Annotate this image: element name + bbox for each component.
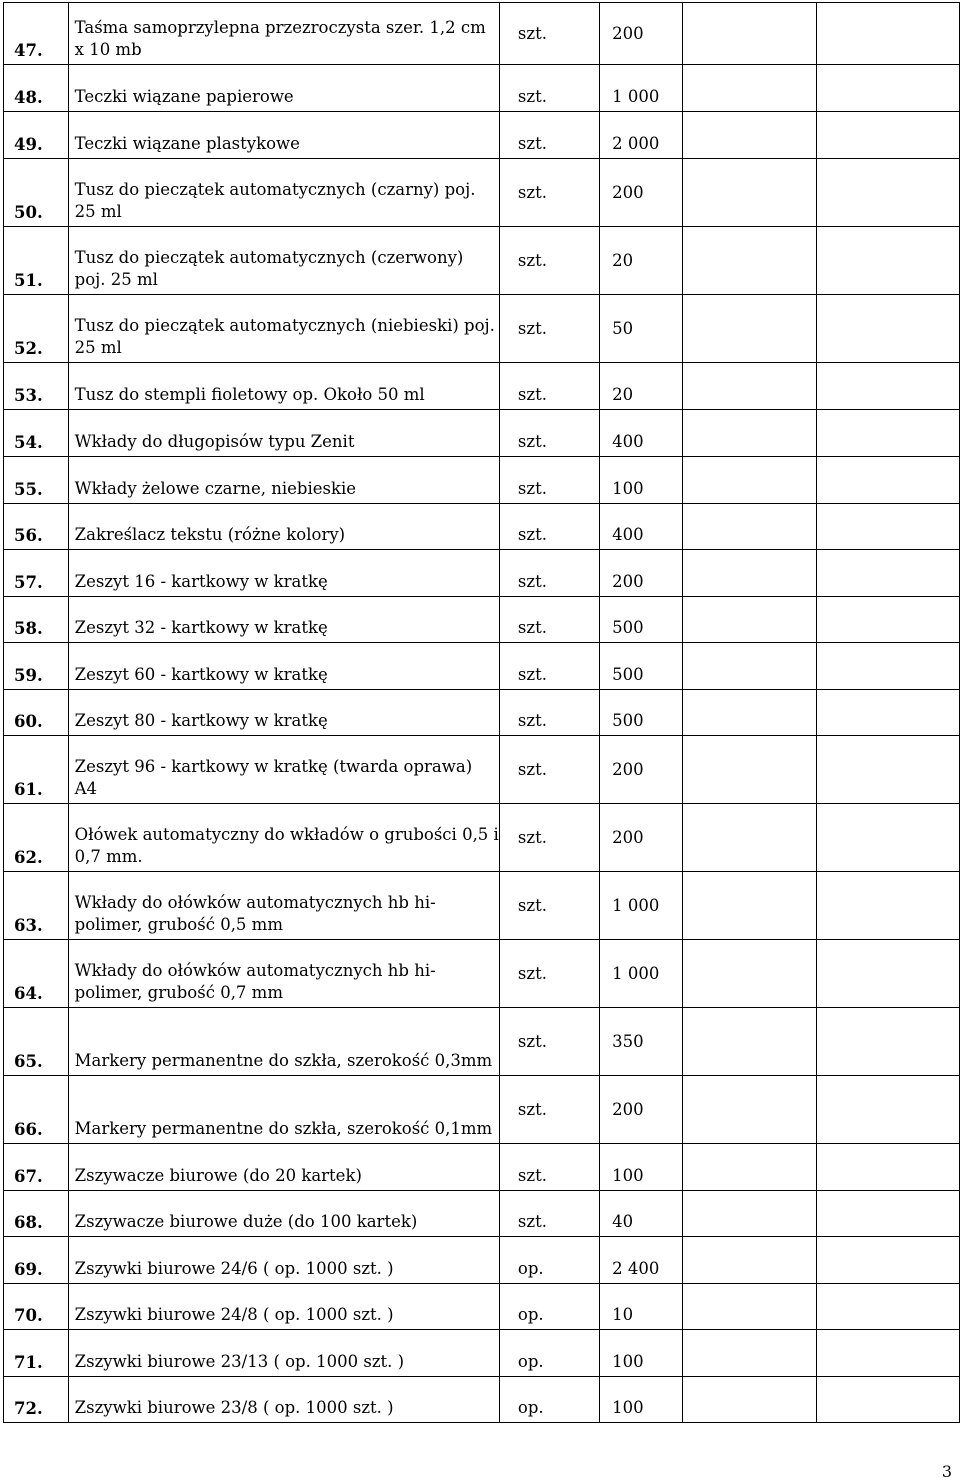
empty-cell-value bbox=[816, 65, 959, 112]
item-name: Zeszyt 60 - kartkowy w kratkę bbox=[68, 643, 499, 690]
empty-cell-price bbox=[682, 112, 816, 159]
item-unit: szt. bbox=[499, 112, 599, 159]
empty-cell-value bbox=[816, 504, 959, 550]
item-quantity: 500 bbox=[600, 597, 683, 643]
item-name: Markery permanentne do szkła, szerokość 0,3mm bbox=[68, 1008, 499, 1076]
item-number: 54. bbox=[4, 410, 69, 457]
item-number: 61. bbox=[4, 736, 69, 804]
item-name: Zakreślacz tekstu (różne kolory) bbox=[68, 504, 499, 550]
empty-cell-price bbox=[682, 65, 816, 112]
table-row bbox=[4, 504, 960, 550]
empty-cell-value bbox=[816, 597, 959, 643]
item-unit: szt. bbox=[499, 159, 599, 227]
empty-cell-price bbox=[682, 804, 816, 872]
empty-cell-value bbox=[816, 1008, 959, 1076]
item-quantity: 100 bbox=[600, 1330, 683, 1377]
table-row bbox=[4, 804, 960, 872]
table-row bbox=[4, 597, 960, 643]
item-name: Wkłady żelowe czarne, niebieskie bbox=[68, 457, 499, 504]
item-number: 48. bbox=[4, 65, 69, 112]
item-unit: szt. bbox=[499, 504, 599, 550]
item-quantity: 2 000 bbox=[600, 112, 683, 159]
item-quantity: 200 bbox=[600, 550, 683, 597]
item-unit: szt. bbox=[499, 804, 599, 872]
table-row bbox=[4, 159, 960, 227]
empty-cell-value bbox=[816, 643, 959, 690]
item-quantity: 1 000 bbox=[600, 65, 683, 112]
table-row bbox=[4, 1076, 960, 1144]
table-row bbox=[4, 1377, 960, 1423]
empty-cell-price bbox=[682, 736, 816, 804]
item-unit: szt. bbox=[499, 736, 599, 804]
item-quantity: 100 bbox=[600, 457, 683, 504]
empty-cell-price bbox=[682, 227, 816, 295]
empty-cell-value bbox=[816, 159, 959, 227]
item-unit: szt. bbox=[499, 65, 599, 112]
item-number: 60. bbox=[4, 690, 69, 736]
page-number: 3 bbox=[941, 1462, 952, 1481]
item-unit: op. bbox=[499, 1377, 599, 1423]
item-unit: szt. bbox=[499, 643, 599, 690]
item-number: 59. bbox=[4, 643, 69, 690]
item-quantity: 400 bbox=[600, 410, 683, 457]
item-number: 55. bbox=[4, 457, 69, 504]
empty-cell-value bbox=[816, 1237, 959, 1284]
empty-cell-price bbox=[682, 940, 816, 1008]
empty-cell-price bbox=[682, 597, 816, 643]
table-row bbox=[4, 643, 960, 690]
empty-cell-price bbox=[682, 504, 816, 550]
table-row bbox=[4, 736, 960, 804]
item-unit: op. bbox=[499, 1237, 599, 1284]
item-quantity: 1 000 bbox=[600, 940, 683, 1008]
items-table bbox=[3, 2, 960, 1423]
empty-cell-price bbox=[682, 457, 816, 504]
item-number: 70. bbox=[4, 1284, 69, 1330]
item-number: 49. bbox=[4, 112, 69, 159]
empty-cell-value bbox=[816, 1076, 959, 1144]
item-name: Zszywki biurowe 24/6 ( op. 1000 szt. ) bbox=[68, 1237, 499, 1284]
table-row bbox=[4, 1284, 960, 1330]
empty-cell-value bbox=[816, 1284, 959, 1330]
item-number: 69. bbox=[4, 1237, 69, 1284]
item-quantity: 50 bbox=[600, 295, 683, 363]
item-number: 66. bbox=[4, 1076, 69, 1144]
empty-cell-price bbox=[682, 410, 816, 457]
table-row bbox=[4, 457, 960, 504]
item-name: Ołówek automatyczny do wkładów o grubości 0,5 i 0,7 mm. bbox=[68, 804, 499, 872]
empty-cell-value bbox=[816, 550, 959, 597]
empty-cell-price bbox=[682, 872, 816, 940]
empty-cell-value bbox=[816, 457, 959, 504]
item-unit: szt. bbox=[499, 1191, 599, 1237]
empty-cell-value bbox=[816, 804, 959, 872]
item-number: 67. bbox=[4, 1144, 69, 1191]
empty-cell-value bbox=[816, 940, 959, 1008]
table-row bbox=[4, 872, 960, 940]
item-name: Zeszyt 80 - kartkowy w kratkę bbox=[68, 690, 499, 736]
table-row bbox=[4, 3, 960, 65]
empty-cell-price bbox=[682, 363, 816, 410]
item-quantity: 20 bbox=[600, 227, 683, 295]
item-unit: szt. bbox=[499, 597, 599, 643]
item-quantity: 200 bbox=[600, 159, 683, 227]
item-unit: op. bbox=[499, 1284, 599, 1330]
item-unit: szt. bbox=[499, 872, 599, 940]
item-unit: szt. bbox=[499, 363, 599, 410]
item-unit: szt. bbox=[499, 227, 599, 295]
item-unit: szt. bbox=[499, 410, 599, 457]
item-number: 63. bbox=[4, 872, 69, 940]
empty-cell-price bbox=[682, 1008, 816, 1076]
item-number: 62. bbox=[4, 804, 69, 872]
items-table-body bbox=[4, 3, 960, 1423]
empty-cell-value bbox=[816, 1377, 959, 1423]
item-name: Zszywki biurowe 23/13 ( op. 1000 szt. ) bbox=[68, 1330, 499, 1377]
item-unit: szt. bbox=[499, 690, 599, 736]
item-number: 52. bbox=[4, 295, 69, 363]
table-row bbox=[4, 690, 960, 736]
empty-cell-price bbox=[682, 295, 816, 363]
item-unit: op. bbox=[499, 1330, 599, 1377]
empty-cell-price bbox=[682, 159, 816, 227]
empty-cell-value bbox=[816, 1144, 959, 1191]
item-quantity: 200 bbox=[600, 1076, 683, 1144]
item-quantity: 2 400 bbox=[600, 1237, 683, 1284]
item-number: 57. bbox=[4, 550, 69, 597]
item-name: Teczki wiązane papierowe bbox=[68, 65, 499, 112]
item-number: 47. bbox=[4, 3, 69, 65]
item-number: 53. bbox=[4, 363, 69, 410]
table-row bbox=[4, 65, 960, 112]
empty-cell-value bbox=[816, 736, 959, 804]
item-quantity: 500 bbox=[600, 690, 683, 736]
item-quantity: 40 bbox=[600, 1191, 683, 1237]
item-unit: szt. bbox=[499, 1076, 599, 1144]
empty-cell-price bbox=[682, 550, 816, 597]
table-row bbox=[4, 1191, 960, 1237]
empty-cell-value bbox=[816, 227, 959, 295]
item-number: 71. bbox=[4, 1330, 69, 1377]
item-name: Tusz do pieczątek automatycznych (czerwony) poj. 25 ml bbox=[68, 227, 499, 295]
empty-cell-price bbox=[682, 690, 816, 736]
empty-cell-value bbox=[816, 1191, 959, 1237]
empty-cell-price bbox=[682, 1284, 816, 1330]
item-unit: szt. bbox=[499, 295, 599, 363]
table-row bbox=[4, 112, 960, 159]
empty-cell-value bbox=[816, 363, 959, 410]
item-quantity: 100 bbox=[600, 1144, 683, 1191]
item-unit: szt. bbox=[499, 3, 599, 65]
item-quantity: 10 bbox=[600, 1284, 683, 1330]
item-name: Wkłady do ołówków automatycznych hb hi-polimer, grubość 0,7 mm bbox=[68, 940, 499, 1008]
empty-cell-price bbox=[682, 1237, 816, 1284]
table-row bbox=[4, 227, 960, 295]
item-name: Zeszyt 32 - kartkowy w kratkę bbox=[68, 597, 499, 643]
item-number: 56. bbox=[4, 504, 69, 550]
table-row bbox=[4, 550, 960, 597]
item-quantity: 400 bbox=[600, 504, 683, 550]
item-quantity: 200 bbox=[600, 736, 683, 804]
item-quantity: 350 bbox=[600, 1008, 683, 1076]
item-number: 64. bbox=[4, 940, 69, 1008]
empty-cell-price bbox=[682, 643, 816, 690]
item-name: Zeszyt 96 - kartkowy w kratkę (twarda oprawa) A4 bbox=[68, 736, 499, 804]
table-row bbox=[4, 1008, 960, 1076]
empty-cell-value bbox=[816, 112, 959, 159]
item-unit: szt. bbox=[499, 1008, 599, 1076]
item-name: Zszywacze biurowe duże (do 100 kartek) bbox=[68, 1191, 499, 1237]
item-number: 51. bbox=[4, 227, 69, 295]
item-number: 58. bbox=[4, 597, 69, 643]
item-name: Markery permanentne do szkła, szerokość 0,1mm bbox=[68, 1076, 499, 1144]
item-name: Teczki wiązane plastykowe bbox=[68, 112, 499, 159]
item-quantity: 200 bbox=[600, 804, 683, 872]
table-row bbox=[4, 940, 960, 1008]
item-name: Tusz do pieczątek automatycznych (czarny) poj. 25 ml bbox=[68, 159, 499, 227]
item-unit: szt. bbox=[499, 550, 599, 597]
item-quantity: 200 bbox=[600, 3, 683, 65]
item-number: 68. bbox=[4, 1191, 69, 1237]
item-quantity: 20 bbox=[600, 363, 683, 410]
empty-cell-price bbox=[682, 1330, 816, 1377]
item-unit: szt. bbox=[499, 1144, 599, 1191]
item-name: Taśma samoprzylepna przezroczysta szer. 1,2 cm x 10 mb bbox=[68, 3, 499, 65]
table-row bbox=[4, 1144, 960, 1191]
item-unit: szt. bbox=[499, 457, 599, 504]
item-quantity: 100 bbox=[600, 1377, 683, 1423]
empty-cell-value bbox=[816, 410, 959, 457]
empty-cell-value bbox=[816, 295, 959, 363]
empty-cell-price bbox=[682, 1377, 816, 1423]
table-row bbox=[4, 363, 960, 410]
item-name: Wkłady do długopisów typu Zenit bbox=[68, 410, 499, 457]
table-row bbox=[4, 1237, 960, 1284]
empty-cell-price bbox=[682, 3, 816, 65]
item-name: Tusz do pieczątek automatycznych (niebieski) poj. 25 ml bbox=[68, 295, 499, 363]
item-unit: szt. bbox=[499, 940, 599, 1008]
table-row bbox=[4, 410, 960, 457]
item-name: Tusz do stempli fioletowy op. Około 50 ml bbox=[68, 363, 499, 410]
item-name: Zszywki biurowe 23/8 ( op. 1000 szt. ) bbox=[68, 1377, 499, 1423]
empty-cell-price bbox=[682, 1144, 816, 1191]
empty-cell-price bbox=[682, 1191, 816, 1237]
item-number: 72. bbox=[4, 1377, 69, 1423]
table-row bbox=[4, 1330, 960, 1377]
item-number: 65. bbox=[4, 1008, 69, 1076]
item-name: Wkłady do ołówków automatycznych hb hi-polimer, grubość 0,5 mm bbox=[68, 872, 499, 940]
item-name: Zszywacze biurowe (do 20 kartek) bbox=[68, 1144, 499, 1191]
item-number: 50. bbox=[4, 159, 69, 227]
empty-cell-value bbox=[816, 872, 959, 940]
item-name: Zszywki biurowe 24/8 ( op. 1000 szt. ) bbox=[68, 1284, 499, 1330]
table-row bbox=[4, 295, 960, 363]
empty-cell-value bbox=[816, 690, 959, 736]
empty-cell-value bbox=[816, 3, 959, 65]
item-quantity: 500 bbox=[600, 643, 683, 690]
empty-cell-price bbox=[682, 1076, 816, 1144]
item-name: Zeszyt 16 - kartkowy w kratkę bbox=[68, 550, 499, 597]
item-quantity: 1 000 bbox=[600, 872, 683, 940]
empty-cell-value bbox=[816, 1330, 959, 1377]
